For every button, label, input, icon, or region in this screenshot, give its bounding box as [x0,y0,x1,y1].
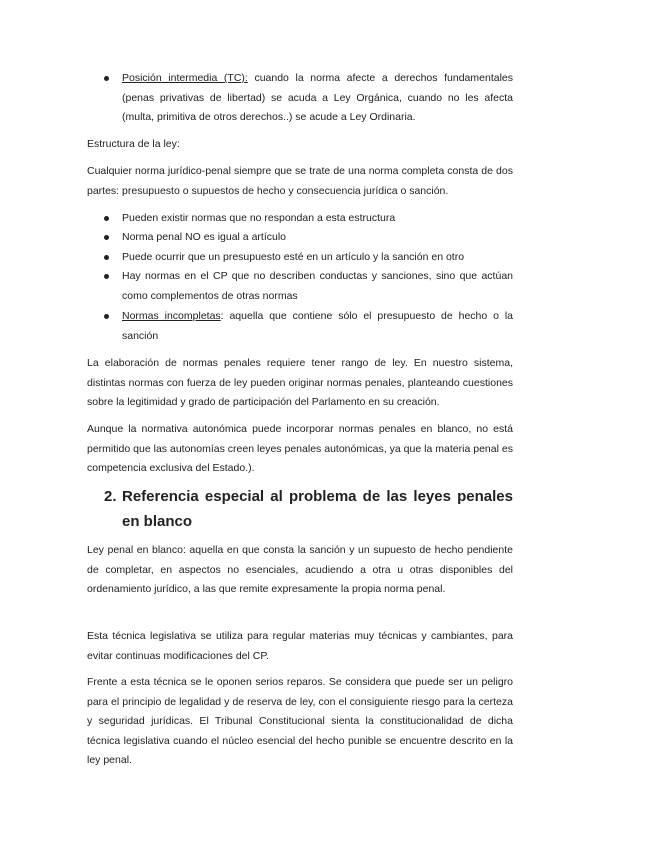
paragraph-reparos: Frente a esta técnica se le oponen serios reparos. Se considera que puede ser un peligro para el principio de legalidad y de reserva de ley, con el consiguiente riesgo para la certeza y seguridad jurídicas. El Tribunal Constitucional sienta la constitucionalidad de dicha técnica legislativa cuando el núcleo esencial del hecho punible se encuentre descrito en la ley penal. [87,676,513,766]
section-number: 2. [104,488,117,505]
bullet-item [104,209,513,229]
bullet-normas-incompletas [104,307,513,346]
paragraph-ley-blanco: Ley penal en blanco: aquella en que consta la sanción y un supuesto de hecho pendiente de completar, en aspectos no esenciales, acudiendo a otra u otras disponibles del ordenamiento jurídico, a las que remite expresamente la propia norma penal. [87,544,513,595]
paragraph-autonomica: Aunque la normativa autonómica puede incorporar normas penales en blanco, no está permitido que las autonomías creen leyes penales autonómicas, ya que la materia penal es competencia exclusiva del Estado.). [87,423,513,474]
bullet-dot [104,274,109,279]
bullet-body: cuando la norma afecte a derechos fundamentales (penas privativas de libertad) se acuda a Ley Orgánica, cuando no les afecta (multa, primitiva de otros derechos..) se acude a Ley Ordinaria. [122,72,514,123]
section-heading [104,484,513,534]
bullet-underlined-label: Normas incompletas [122,310,221,322]
bullet-posicion-intermedia [104,69,513,128]
bullet-item [104,267,513,306]
bullet-dot [104,235,109,240]
bullet-dot [104,255,109,260]
estructura-paragraph: Cualquier norma jurídico-penal siempre que se trate de una norma completa consta de dos partes: presupuesto o supuestos de hecho y consecuencia jurídica o sanción. [87,165,513,197]
bullet-body: : aquella que contiene sólo el presupuesto de hecho o la sanción [122,310,513,342]
bullet-text: Pueden existir normas que no respondan a esta estructura [122,212,396,224]
bullet-dot [104,314,109,319]
bullet-text: Hay normas en el CP que no describen conductas y sanciones, sino que actúan como complementos de otras normas [122,270,513,302]
bullet-dot [104,216,109,221]
bullet-text [122,307,513,346]
section-title: Referencia especial al problema de las leyes penales en blanco [122,488,513,530]
paragraph-elaboracion: La elaboración de normas penales requiere tener rango de ley. En nuestro sistema, distintas normas con fuerza de ley pueden originar normas penales, planteando cuestiones sobre la legitimidad y grado de participación del Parlamento en su creación. [87,357,513,408]
bullet-underlined-label: Posición intermedia (TC): [122,72,248,84]
bullet-text [122,69,513,128]
bullet-item [104,248,513,268]
bullet-text: Norma penal NO es igual a artículo [122,231,286,243]
paragraph-tecnica: Esta técnica legislativa se utiliza para regular materias muy técnicas y cambiantes, para evitar continuas modificaciones del CP. [87,630,513,662]
bullet-dot [104,76,109,81]
estructura-title: Estructura de la ley: [87,138,180,150]
bullet-item [104,228,513,248]
bullet-text: Puede ocurrir que un presupuesto esté en un artículo y la sanción en otro [122,251,465,263]
